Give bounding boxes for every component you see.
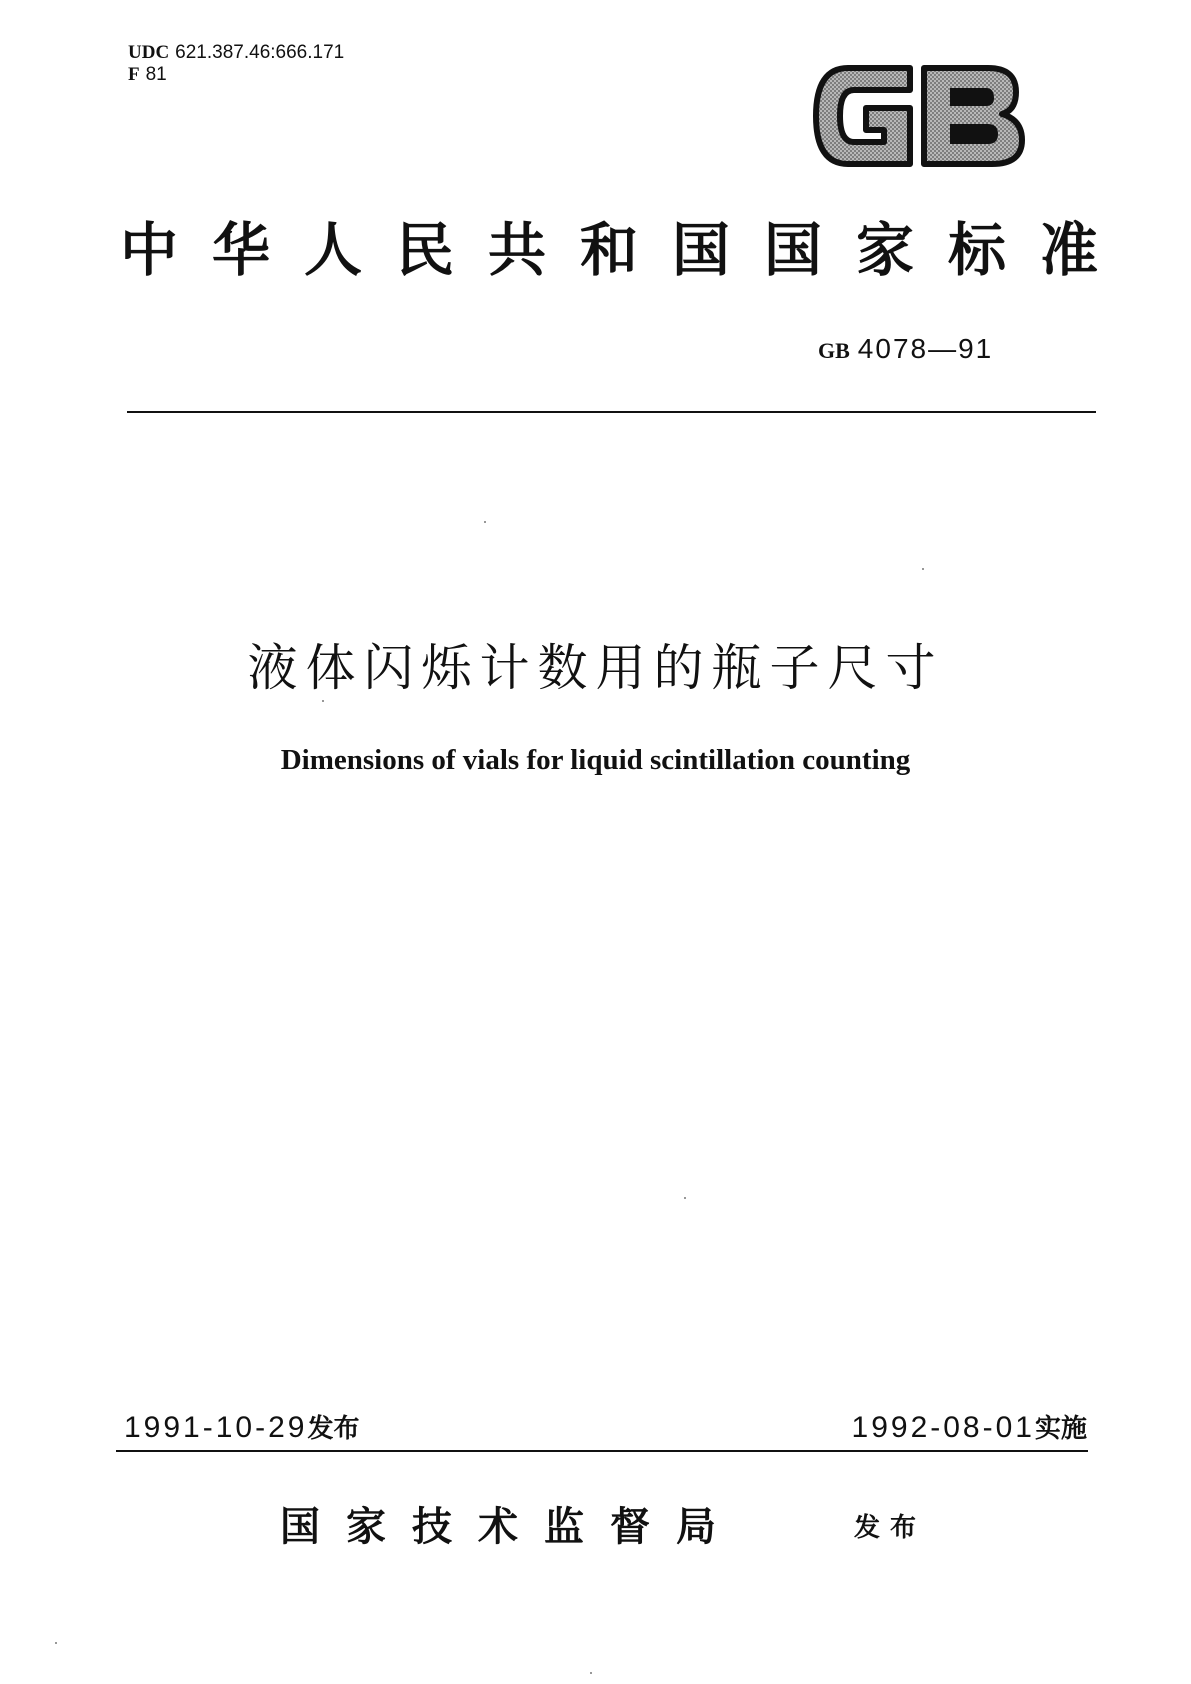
standard-code [818,332,993,368]
document-title-chinese: 液体闪烁计数用的瓶子尺寸 [247,639,944,697]
udc-line [128,42,344,64]
gb-logo [810,58,1028,174]
class-value: 81 [145,64,167,85]
issue-label: 发布 [307,1414,360,1444]
standard-code-number: 4078—91 [857,333,994,364]
scan-speck [484,521,486,523]
effective-date: 1992-08-01 [851,1411,1035,1444]
class-label: F [128,64,140,85]
scan-speck [55,1642,57,1644]
effective-date-line [852,1410,1087,1447]
issue-date-line [124,1410,359,1447]
udc-value: 621.387.46:666.171 [175,42,345,63]
standard-code-prefix: GB [818,338,850,363]
class-line [128,64,344,86]
scan-speck [322,700,324,702]
standard-series-title: 中华人民共和国国家标准 [120,216,1133,284]
effective-label: 实施 [1034,1414,1087,1444]
publisher-name: 国家技术监督局 [280,1503,742,1550]
publisher-action: 发布 [854,1513,927,1543]
scan-speck [590,1672,592,1674]
classification-block [128,42,344,86]
document-title-english: Dimensions of vials for liquid scintillation counting [280,744,911,776]
bottom-divider [116,1450,1088,1452]
scan-speck [684,1197,686,1199]
issue-date: 1991-10-29 [124,1411,308,1444]
top-divider [127,411,1096,413]
udc-label: UDC [128,42,170,63]
scan-speck [922,568,924,570]
